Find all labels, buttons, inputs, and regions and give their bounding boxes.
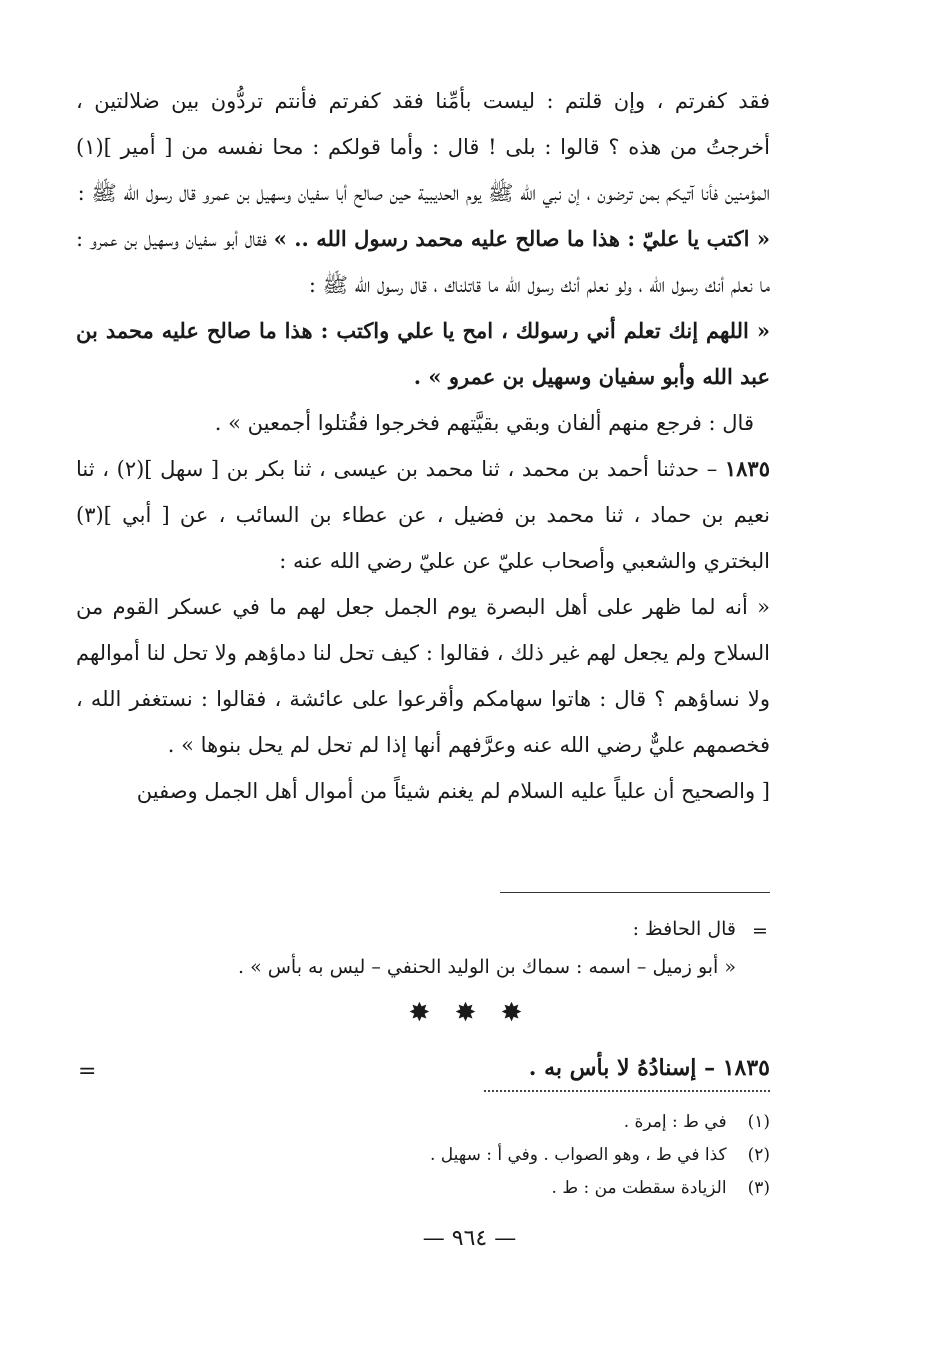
quote-continuation: فقال أبو سفيان وسهيل بن عمرو : ما نعلم أنك رسول الله ، ولو نعلم أنك رسول الله ما قاتلناك ، قال رسول الله ﷺ : [76,227,770,297]
hadith-number: ١٨٣٥ [724,456,770,481]
continuation-marker-right: = [752,920,768,942]
paragraph-4: قال : فرجع منهم ألفان وبقي بقيَّتهم فخرجوا فقُتلوا أجمعين » . [214,411,754,435]
footnotes [76,1106,770,1205]
paragraph-2 [76,216,770,308]
section-divider-stars: ✸ ✸ ✸ [408,998,531,1028]
main-text [76,78,770,814]
page-number: — ٩٦٤ — [422,1226,517,1251]
quote-bold: « اكتب يا عليّ : هذا ما صالح عليه محمد رسول الله .. » [273,226,770,251]
footnote-number: (١) [747,1112,770,1132]
footnote-line-2: « أبو زميل – اسمه : سماك بن الوليد الحنفي – ليس به بأس » . [238,956,736,978]
footnote-text: في ط : إمرة . [623,1112,727,1132]
dotted-separator [484,1090,770,1092]
section-number: ١٨٣٥ [722,1055,770,1081]
footnote-2 [76,1139,770,1172]
footnote-line-1: قال الحافظ : [632,918,736,940]
paragraph-7: [ والصحيح أن علياً عليه السلام لم يغنم شيئاً من أموال أهل الجمل وصفين [136,779,770,803]
footnote-separator [500,892,770,893]
section-text: – إسنادُهُ لا بأس به . [528,1055,716,1081]
footnote-number: (٢) [747,1145,770,1165]
section-heading [76,1050,770,1086]
continuation-marker-left: = [78,1059,97,1084]
footnote-continuation [76,910,770,986]
footnote-text: كذا في ط ، وهو الصواب . وفي أ : سهيل . [429,1145,727,1165]
paragraph-1: فقد كفرتم ، وإن قلتم : ليست بأمِّنا فقد كفرتم فأنتم تردُّون بين ضلالتين ، أخرجتُ من هذه ؟ قالوا : بلى ! قال : وأما قولكم : محا نفسه من [ أمير ](١) المؤمنين فأنا آتيكم بمن ترضون ، إن نبي الله ﷺ يوم الحديبية حين صالح أبا سفيان وسهيل بن عمرو قال رسول الله ﷺ : [76,89,770,205]
paragraph-3: « اللهم إنك تعلم أني رسولك ، امح يا علي واكتب : هذا ما صالح عليه محمد بن عبد الله وأبو سفيان وسهيل بن عمرو » . [76,318,770,389]
isnad-text: – حدثنا أحمد بن محمد ، ثنا محمد بن عيسى ، ثنا بكر بن [ سهل ](٢) ، ثنا نعيم بن حماد ، ثنا محمد بن فضيل ، عن عطاء بن السائب ، عن [ أبي ](٣) البختري والشعبي وأصحاب عليّ عن عليّ رضي الله عنه : [76,457,770,573]
footnote-number: (٣) [747,1178,770,1198]
footnote-text: الزيادة سقطت من : ط . [551,1178,727,1198]
paragraph-5 [76,446,770,584]
paragraph-6: « أنه لما ظهر على أهل البصرة يوم الجمل جعل لهم ما في عسكر القوم من السلاح ولم يجعل لهم غير ذلك ، فقالوا : كيف تحل لنا دماؤهم ولا تحل لنا أموالهم ولا نساؤهم ؟ قال : هاتوا سهامكم وأقرعوا على عائشة ، فقالوا : نستغفر الله ، فخصمهم عليٌّ رضي الله عنه وعرَّفهم أنها إذا لم تحل لم يحل بنوها » . [76,595,770,757]
footnote-3 [76,1172,770,1205]
footnote-1 [76,1106,770,1139]
